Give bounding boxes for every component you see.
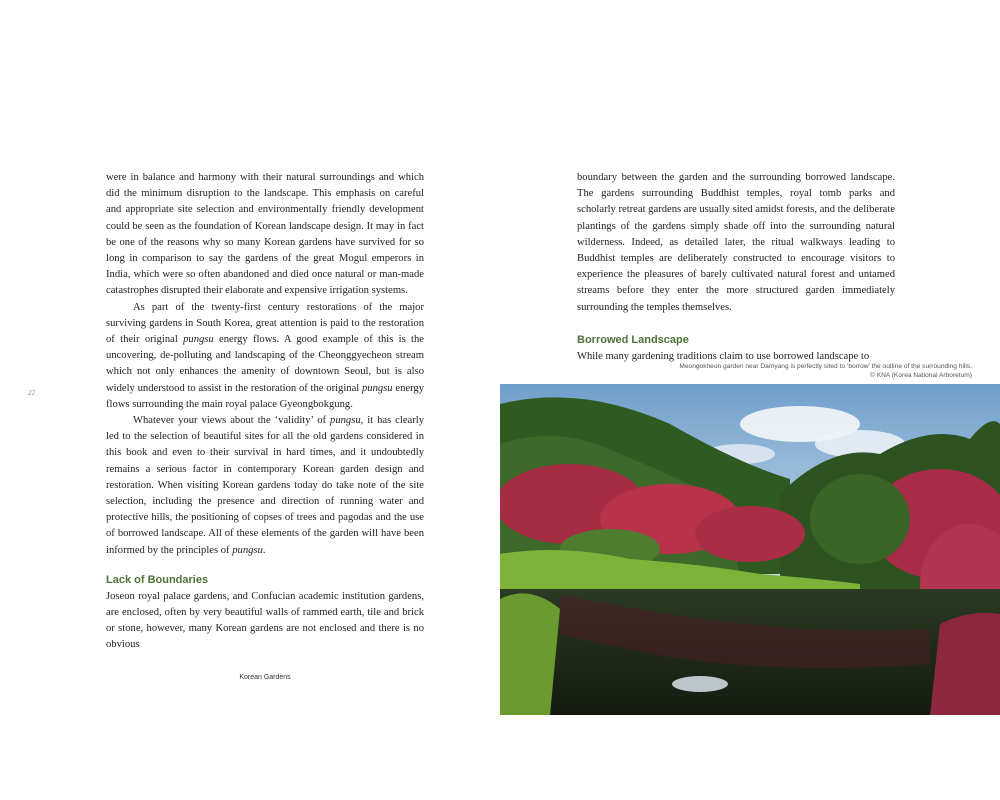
italic-term: pungsu bbox=[232, 544, 263, 556]
garden-landscape-illustration bbox=[500, 384, 1000, 715]
photo-caption: Meongokheon garden near Damyang is perfectly sited to ‘borrow’ the outline of the surrounding hills. bbox=[679, 363, 972, 370]
left-page-body-text bbox=[106, 170, 424, 654]
left-paragraph-3 bbox=[106, 413, 424, 559]
photo-caption-block bbox=[542, 362, 972, 380]
left-paragraph-1: were in balance and harmony with their natural surroundings and which did the minimum disruption to the landscape. This emphasis on careful and appropriate site selection and environmentally friendly development could be seen as the foundation of Korean landscape design. It may in fact be one of the reasons why so many Korean gardens have survived for so long in comparison to say the gardens of the great Mogul emperors in India, which were so often abandoned and died once natural or man-made catastrophes disrupted their elaborate and expensive irrigation systems. bbox=[106, 172, 424, 297]
running-footer: Korean Gardens bbox=[239, 674, 291, 681]
italic-term: pungsu bbox=[330, 415, 361, 427]
text-run: As part of the twenty-first century restorations of the major surviving gardens in South Korea, great attention is paid to the restoration of their original bbox=[106, 301, 424, 346]
cloud-reflection bbox=[672, 676, 728, 692]
text-run: , it has clearly led to the selection of beautiful sites for all the old gardens considered in this book and even to their survival in hard times, and it undoubtedly remains a serious factor in contemporary Korean garden design and restoration. When visiting Korean gardens today do take note of the site selection, including the presence and direction of running water and protective hills, the positioning of copses of trees and pagodas and the use of borrowed landscape. All of these elements of the garden will have been informed by the principles of bbox=[106, 415, 425, 556]
section-heading-borrowed-landscape: Borrowed Landscape bbox=[577, 333, 689, 346]
photo-credit: © KNA (Korea National Arboretum) bbox=[870, 372, 972, 379]
right-paragraph-2: While many gardening traditions claim to use borrowed landscape to bbox=[577, 350, 870, 362]
text-run: energy flows. A good example of this is the uncovering, de-polluting and landscaping of the Cheonggyecheon stream which not only enhances the amenity of downtown Seoul, but is also widely understood to assist in the restoration of the original bbox=[106, 334, 424, 394]
green-tree bbox=[810, 474, 910, 564]
text-run: energy flows surrounding the main royal palace Gyeongbokgung. bbox=[106, 382, 425, 410]
right-paragraph-1: boundary between the garden and the surrounding borrowed landscape. The gardens surrounding Buddhist temples, royal tomb parks and scholarly retreat gardens are usually sited amidst forests, and the deliberate plantings of the gardens simply shade off into the surrounding natural wilderness. Indeed, as detailed later, the ritual walkways leading to Buddhist temples are deliberately constructed to encourage visitors to experience the pleasures of barely cultivated natural forest and untamed streams before they enter the more structured garden immediately surrounding the temples themselves. bbox=[577, 172, 895, 313]
text-run: Whatever your views about the ‘validity’ of bbox=[133, 415, 331, 427]
left-paragraph-4: Joseon royal palace gardens, and Confucian academic institution gardens, are enclosed, often by very beautiful walls of rammed earth, tile and brick or stone, however, many Korean gardens are not enclosed and there is no obvious bbox=[106, 590, 424, 651]
right-page-body-text bbox=[577, 170, 895, 365]
blossom-tree bbox=[695, 506, 805, 562]
italic-term: pungsu bbox=[183, 334, 214, 346]
italic-term: pungsu bbox=[362, 382, 393, 394]
left-grass-foreground bbox=[500, 593, 560, 715]
text-run: . bbox=[262, 544, 266, 556]
section-heading-lack-of-boundaries: Lack of Boundaries bbox=[106, 573, 209, 586]
page-number: 22 bbox=[28, 389, 35, 397]
garden-photo bbox=[500, 384, 1000, 715]
left-paragraph-2 bbox=[106, 300, 424, 413]
right-shore-blossom bbox=[930, 613, 1000, 715]
